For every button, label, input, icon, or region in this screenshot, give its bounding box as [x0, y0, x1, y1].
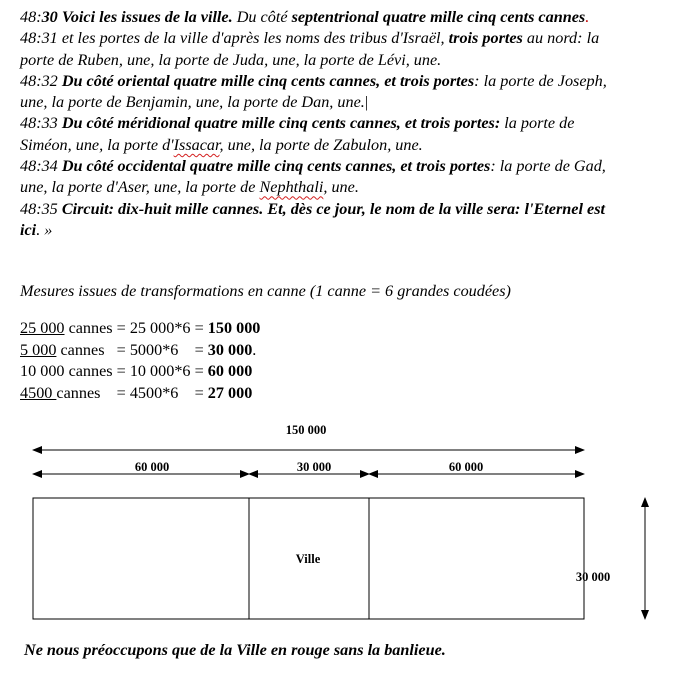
spelling-flag: Issacar	[173, 135, 220, 154]
spelling-flag: Nephthali	[259, 178, 324, 197]
verse-plain: Du côté	[232, 8, 292, 26]
verse-ref: 48:	[20, 8, 42, 26]
conversion-formula: cannes = 25 000*6 =	[64, 319, 208, 337]
verse-plain: : la porte de Gad, une, la porte d'Aser, une, la porte de	[20, 157, 606, 197]
right-zone	[369, 498, 584, 619]
height-label: 30 000	[575, 570, 611, 584]
verse-bold: Circuit: dix-huit mille cannes. Et, dès ce jour, le nom de la ville sera: l'Eternel est ici	[20, 199, 605, 239]
verse-ref: 48:33	[20, 114, 62, 133]
conversion-result: 30 000	[207, 340, 253, 359]
caption-note: Ne nous préoccupons que de la Ville en rouge sans la banlieue.	[24, 641, 446, 659]
verse-ref: 48:35	[20, 199, 62, 218]
verse-bold: Du côté méridional quatre mille cinq cents cannes, et trois portes:	[61, 114, 501, 133]
left-zone	[33, 498, 249, 619]
verse-number: 30	[41, 8, 58, 26]
mid-width-label: 30 000	[296, 460, 332, 474]
conversion-tail: .	[252, 340, 257, 359]
right-width-label: 60 000	[448, 460, 484, 474]
total-width-label: 150 000	[285, 423, 327, 437]
conversion-formula: cannes = 4500*6 =	[56, 383, 208, 402]
conversion-result: 60 000	[207, 362, 253, 380]
text-cursor: |	[364, 93, 369, 112]
left-width-label: 60 000	[134, 460, 170, 474]
verse-plain: : la porte de Joseph, une, la porte de Benjamin, une, la porte de Dan, une.	[20, 71, 607, 112]
verse-bold: Du côté oriental quatre mille cinq cents cannes, et trois portes	[61, 71, 475, 90]
verse-plain: au nord: la porte de Ruben, une, la porte de Juda, une, la porte de Lévi, une.	[20, 29, 600, 69]
verse-bold: Du côté occidental quatre mille cinq cents cannes, et trois portes	[61, 157, 491, 176]
conversion-underlined: 5 000	[20, 340, 57, 359]
conversion-formula: 10 000 cannes = 10 000*6 =	[20, 362, 208, 380]
verse-plain: , une.	[323, 178, 359, 197]
measures-heading: Mesures issues de transformations en canne (1 canne = 6 grandes coudées)	[20, 282, 511, 300]
verse-ref: 48:31	[20, 29, 58, 48]
verse-plain: , une, la porte de Zabulon, une.	[219, 135, 423, 154]
verse-ref: 48:32	[20, 71, 62, 90]
conversion-underlined: 25 000	[20, 319, 65, 337]
verse-bold: trois portes	[448, 29, 523, 48]
verse-bold: septentrional quatre mille cinq cents cannes	[291, 8, 586, 26]
verse-ref: 48:34	[20, 157, 62, 176]
verse-plain: . »	[36, 220, 53, 239]
conversion-result: 150 000	[207, 319, 261, 337]
conversion-underlined: 4500	[20, 383, 57, 402]
verse-bold: Voici les issues de la ville.	[57, 8, 233, 26]
conversion-formula: cannes = 5000*6 =	[56, 340, 208, 359]
verse-red-dot: .	[585, 8, 590, 26]
city-label: Ville	[295, 552, 321, 566]
verse-plain: la porte de Siméon, une, la porte d'	[20, 114, 575, 154]
verse-plain: et les portes de la ville d'après les noms des tribus d'Israël,	[57, 29, 449, 48]
conversion-result: 27 000	[207, 383, 253, 402]
